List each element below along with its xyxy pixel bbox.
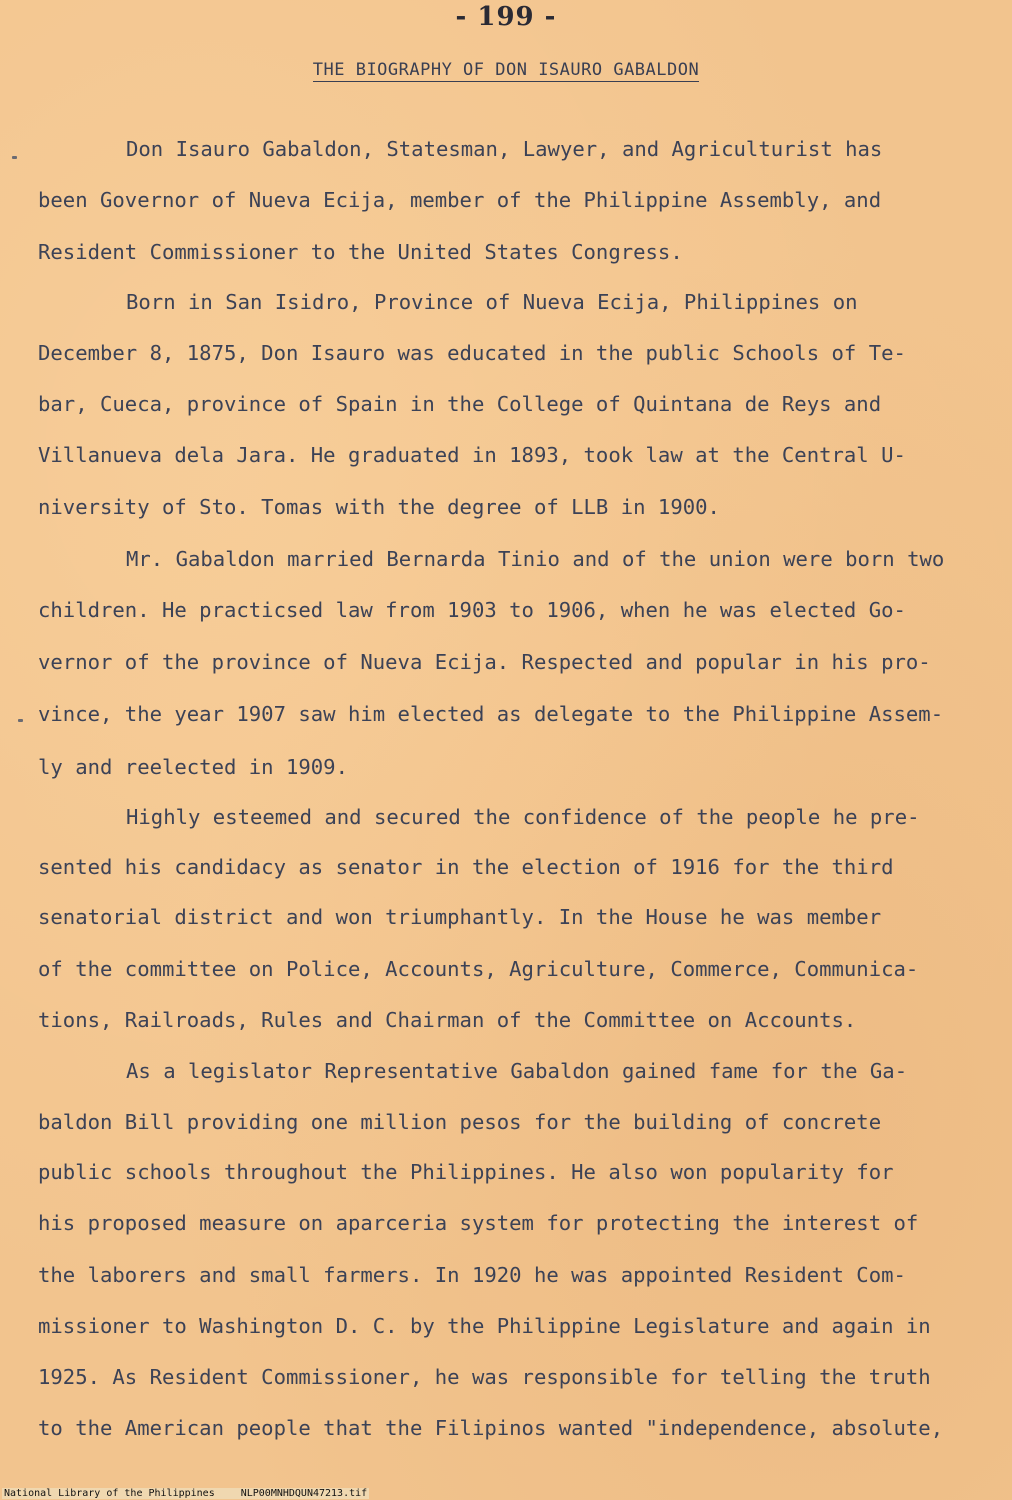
text-line: his proposed measure on aparceria system for protecting the interest of xyxy=(38,1211,919,1235)
text-line: ly and reelected in 1909. xyxy=(38,755,348,779)
text-line: Don Isauro Gabaldon, Statesman, Lawyer, and Agriculturist has xyxy=(126,137,883,161)
text-line: been Governor of Nueva Ecija, member of the Philippine Assembly, and xyxy=(38,188,882,212)
text-line: to the American people that the Filipinos wanted "independence, absolute, xyxy=(38,1416,944,1440)
page-number: - 199 - xyxy=(455,2,557,32)
footer-library: National Library of the Philippines xyxy=(4,1488,215,1499)
text-line: As a legislator Representative Gabaldon gained fame for the Ga- xyxy=(126,1059,908,1083)
document-title-text: THE BIOGRAPHY OF DON ISAURO GABALDON xyxy=(312,60,700,80)
text-line: Resident Commissioner to the United States Congress. xyxy=(38,240,683,264)
text-line: missioner to Washington D. C. by the Philippine Legislature and again in xyxy=(38,1314,931,1338)
document-title xyxy=(0,60,1012,80)
text-line: tions, Railroads, Rules and Chairman of the Committee on Accounts. xyxy=(38,1008,857,1032)
text-line: 1925. As Resident Commissioner, he was responsible for telling the truth xyxy=(38,1365,931,1389)
text-line: public schools throughout the Philippines. He also won popularity for xyxy=(38,1160,894,1184)
text-line: sented his candidacy as senator in the election of 1916 for the third xyxy=(38,855,894,879)
text-line: of the committee on Police, Accounts, Agriculture, Commerce, Communica- xyxy=(38,957,919,981)
text-line: Mr. Gabaldon married Bernarda Tinio and of the union were born two xyxy=(126,547,945,571)
text-line: niversity of Sto. Tomas with the degree of LLB in 1900. xyxy=(38,495,720,519)
text-line: Born in San Isidro, Province of Nueva Ecija, Philippines on xyxy=(126,290,858,314)
text-line: senatorial district and won triumphantly. In the House he was member xyxy=(38,905,882,929)
text-line: December 8, 1875, Don Isauro was educated in the public Schools of Te- xyxy=(38,341,906,365)
footer-filename: NLP00MNHDQUN47213.tif xyxy=(240,1488,368,1499)
text-line: the laborers and small farmers. In 1920 he was appointed Resident Com- xyxy=(38,1263,906,1287)
text-line: baldon Bill providing one million pesos for the building of concrete xyxy=(38,1110,882,1134)
text-line: vernor of the province of Nueva Ecija. Respected and popular in his pro- xyxy=(38,650,931,674)
scan-footer xyxy=(2,1488,369,1499)
text-line: children. He practicsed law from 1903 to 1906, when he was elected Go- xyxy=(38,598,906,622)
text-line: Villanueva dela Jara. He graduated in 1893, took law at the Central U- xyxy=(38,443,906,467)
margin-mark xyxy=(18,719,23,722)
margin-mark xyxy=(12,156,17,159)
text-line: bar, Cueca, province of Spain in the College of Quintana de Reys and xyxy=(38,392,882,416)
text-line: Highly esteemed and secured the confidence of the people he pre- xyxy=(126,805,920,829)
text-line: vince, the year 1907 saw him elected as delegate to the Philippine Assem- xyxy=(38,702,944,726)
